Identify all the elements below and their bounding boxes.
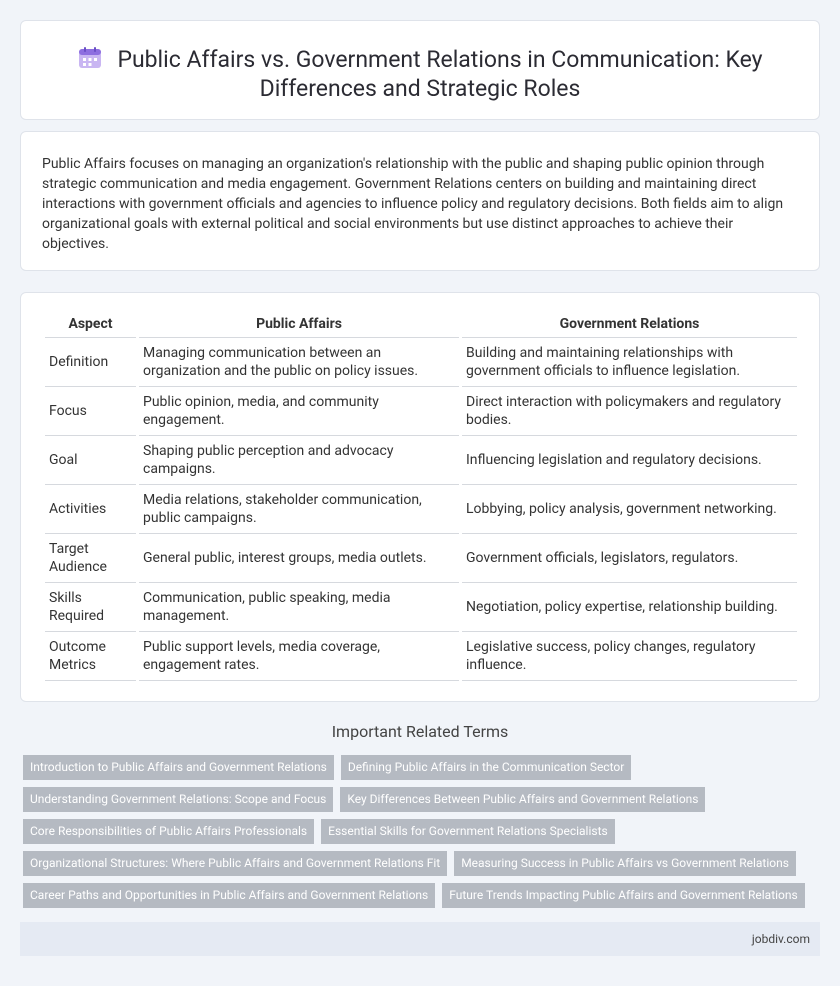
cell-aspect: Definition [45,338,136,387]
header-government-relations: Government Relations [462,313,797,338]
cell-public-affairs: Shaping public perception and advocacy campaigns. [139,436,459,485]
cell-aspect: Focus [45,387,136,436]
related-term-link[interactable]: Understanding Government Relations: Scope and Focus [23,787,333,812]
tag-row [23,819,823,844]
cell-public-affairs: General public, interest groups, media outlets. [139,534,459,583]
cell-government-relations: Negotiation, policy expertise, relationship building. [462,583,797,632]
cell-public-affairs: Public support levels, media coverage, engagement rates. [139,632,459,681]
table-row [45,436,797,485]
related-term-link[interactable]: Measuring Success in Public Affairs vs Government Relations [454,851,796,876]
header-public-affairs: Public Affairs [139,313,459,338]
footer [20,922,820,956]
calendar-icon [77,46,103,70]
related-term-link[interactable]: Key Differences Between Public Affairs and Government Relations [340,787,705,812]
cell-government-relations: Government officials, legislators, regulators. [462,534,797,583]
related-term-link[interactable]: Career Paths and Opportunities in Public Affairs and Government Relations [23,883,435,908]
related-terms-list [23,755,823,915]
table-header-row [45,313,797,338]
page-title: Public Affairs vs. Government Relations in Communication: Key Differences and Strategic Roles [117,46,763,102]
cell-public-affairs: Public opinion, media, and community engagement. [139,387,459,436]
cell-public-affairs: Communication, public speaking, media management. [139,583,459,632]
comparison-table [42,313,800,681]
tag-row [23,787,823,812]
intro-card [20,131,820,271]
tag-row [23,755,823,780]
cell-aspect: Skills Required [45,583,136,632]
table-row [45,583,797,632]
related-term-link[interactable]: Core Responsibilities of Public Affairs Professionals [23,819,314,844]
related-term-link[interactable]: Defining Public Affairs in the Communication Sector [341,755,632,780]
cell-government-relations: Direct interaction with policymakers and regulatory bodies. [462,387,797,436]
cell-government-relations: Legislative success, policy changes, regulatory influence. [462,632,797,681]
cell-aspect: Outcome Metrics [45,632,136,681]
related-term-link[interactable]: Introduction to Public Affairs and Government Relations [23,755,334,780]
table-row [45,387,797,436]
table-row [45,632,797,681]
cell-government-relations: Influencing legislation and regulatory decisions. [462,436,797,485]
related-term-link[interactable]: Essential Skills for Government Relations Specialists [321,819,615,844]
table-row [45,485,797,534]
tag-row [23,851,823,876]
cell-aspect: Goal [45,436,136,485]
title-card [20,20,820,120]
intro-paragraph: Public Affairs focuses on managing an organization's relationship with the public and shaping public opinion through strategic communication and media engagement. Government Relations centers on building and maintaining direct interactions with government officials and agencies to influence policy and regulatory decisions. Both fields aim to align organizational goals with external political and social environments but use distinct approaches to achieve their objectives. [42,156,784,252]
footer-site-link[interactable]: jobdiv.com [751,932,810,946]
comparison-card [20,292,820,702]
cell-public-affairs: Managing communication between an organization and the public on policy issues. [139,338,459,387]
cell-aspect: Target Audience [45,534,136,583]
related-terms-heading: Important Related Terms [331,722,509,741]
cell-government-relations: Building and maintaining relationships with government officials to influence legislation. [462,338,797,387]
cell-public-affairs: Media relations, stakeholder communication, public campaigns. [139,485,459,534]
header-aspect: Aspect [45,313,136,338]
tag-row [23,883,823,908]
related-term-link[interactable]: Organizational Structures: Where Public Affairs and Government Relations Fit [23,851,447,876]
cell-aspect: Activities [45,485,136,534]
table-row [45,534,797,583]
related-term-link[interactable]: Future Trends Impacting Public Affairs and Government Relations [442,883,804,908]
cell-government-relations: Lobbying, policy analysis, government networking. [462,485,797,534]
table-row [45,338,797,387]
